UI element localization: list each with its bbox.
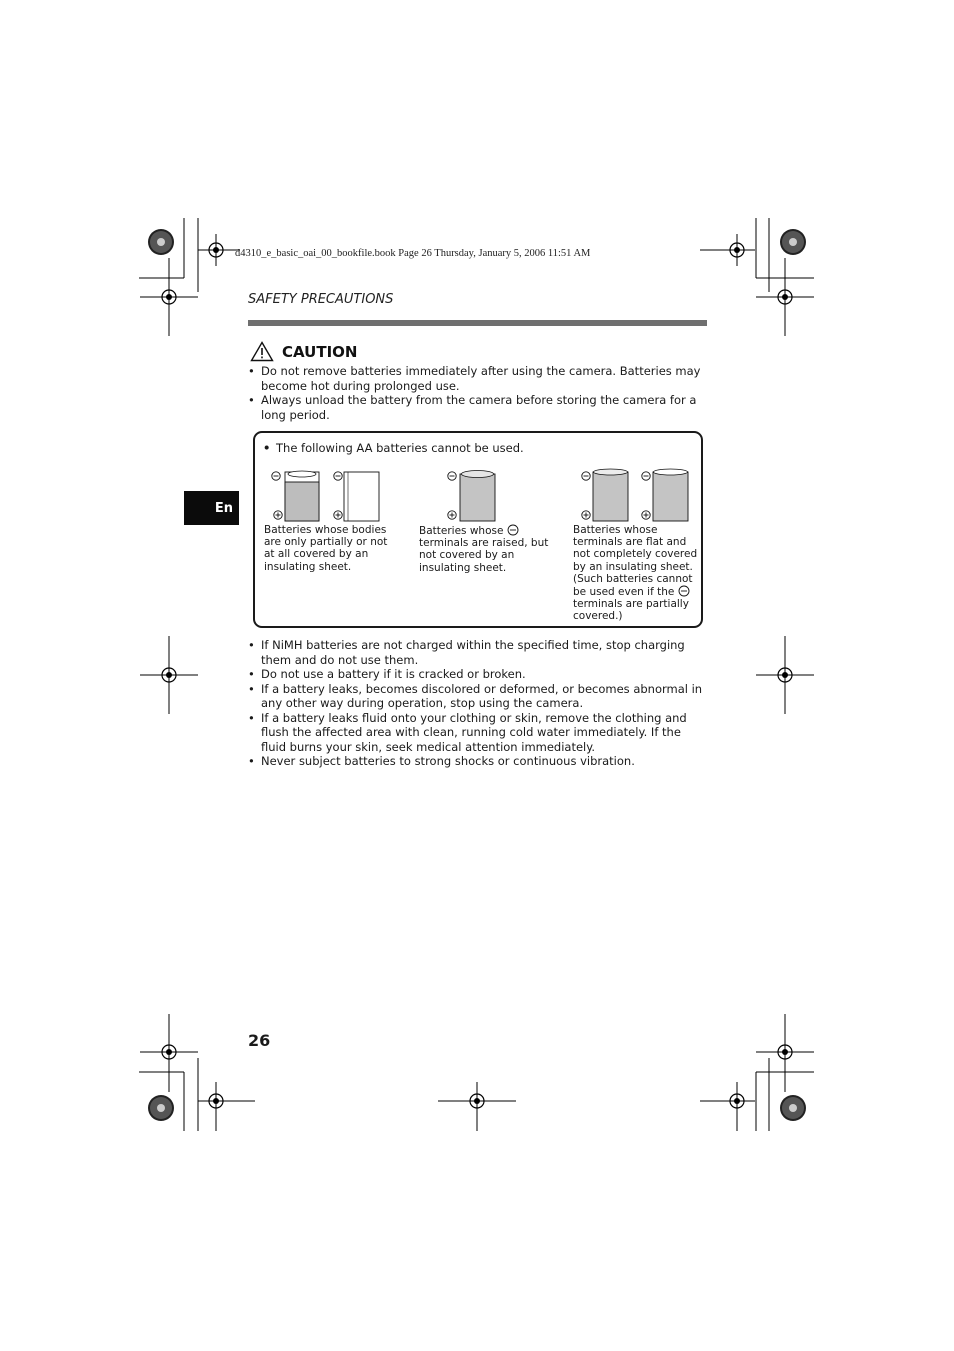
section-title: SAFETY PRECAUTIONS <box>248 292 394 307</box>
battery-uncovered <box>334 472 379 521</box>
list-item: • If NiMH batteries are not charged within the specified time, stop charging them and do not use them. <box>248 638 708 667</box>
caution-label: CAUTION <box>282 342 358 361</box>
battery-flat-terminal-partial <box>582 469 628 521</box>
warning-triangle-icon <box>250 341 274 362</box>
list-item: • Never subject batteries to strong shocks or continuous vibration. <box>248 754 708 769</box>
precaution-list <box>248 638 708 769</box>
title-rule <box>248 320 707 326</box>
caption-text: terminals are partially covered.) <box>573 598 689 623</box>
battery-caption-2 <box>419 524 552 574</box>
list-item: • Always unload the battery from the camera before storing the camera for a long period. <box>248 393 708 422</box>
battery-partially-covered <box>272 471 319 521</box>
battery-caption-1: Batteries whose bodies are only partially or not at all covered by an insulating sheet. <box>264 524 388 573</box>
battery-raised-terminal <box>448 471 495 522</box>
box-bullet: • The following AA batteries cannot be used. <box>263 441 524 455</box>
caution-heading <box>250 341 357 362</box>
list-item: • If a battery leaks, becomes discolored or deformed, or becomes abnormal in any other way during operation, stop using the camera. <box>248 682 708 711</box>
caption-text: Batteries whose terminals are flat and not completely covered by an insulating sheet. (Such batteries cannot be used even if the <box>573 524 698 599</box>
battery-flat-terminal-uncovered <box>642 469 688 521</box>
list-item: • If a battery leaks fluid onto your clothing or skin, remove the clothing and flush the affected area with clean, running cold water immediately. If the fluid burns your skin, seek medical attention immediately. <box>248 711 708 755</box>
language-tab: En <box>184 491 239 525</box>
minus-terminal-icon <box>507 524 519 536</box>
list-item: • Do not use a battery if it is cracked or broken. <box>248 667 708 682</box>
caption-text: terminals are raised, but not covered by an insulating sheet. <box>419 537 549 574</box>
box-bullet-text: The following AA batteries cannot be used. <box>276 441 524 455</box>
caution-list <box>248 364 708 422</box>
caption-text: Batteries whose <box>419 525 504 537</box>
page-number: 26 <box>248 1031 271 1050</box>
list-item: • Do not remove batteries immediately after using the camera. Batteries may become hot during prolonged use. <box>248 364 708 393</box>
printer-info-line: d4310_e_basic_oai_00_bookfile.book Page 26 Thursday, January 5, 2006 11:51 AM <box>235 248 591 259</box>
battery-caption-3 <box>573 524 701 623</box>
minus-terminal-icon <box>678 585 690 597</box>
battery-illustrations <box>268 466 708 526</box>
